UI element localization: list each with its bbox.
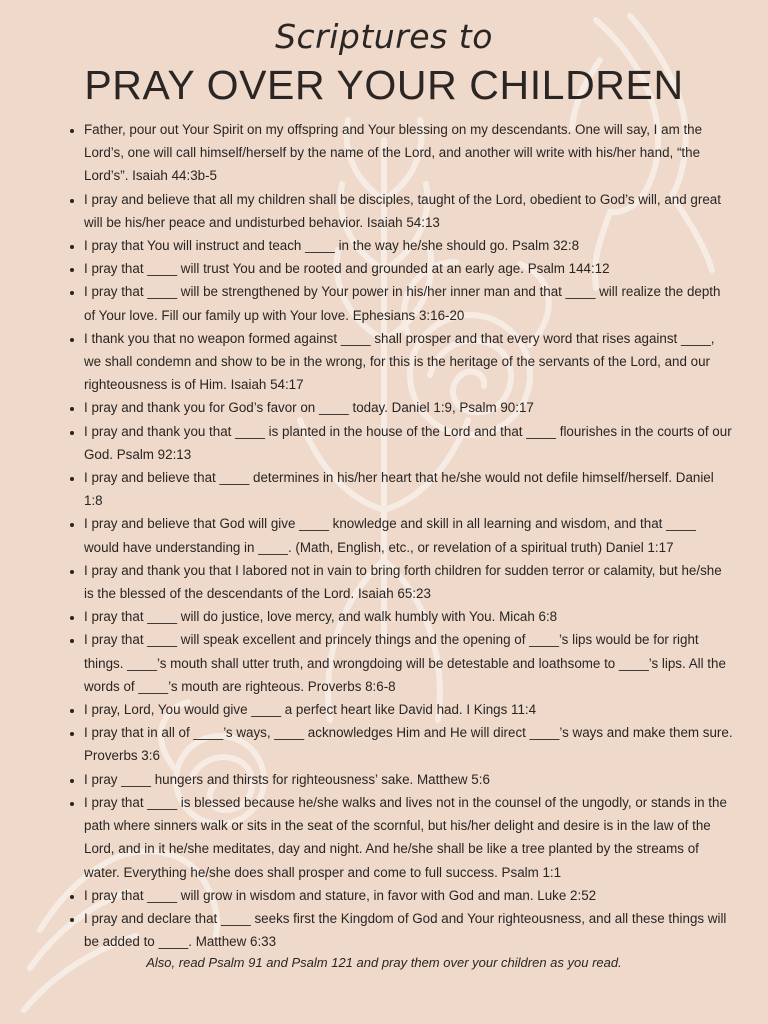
- list-item: • I pray and believe that God will give ____ knowledge and skill in all learning and wisdom, and that ____ would have understanding in ____. (Math, English, etc., or revelation of a spiritual truth) Daniel 1:17: [84, 512, 734, 558]
- list-item: • I pray and thank you that I labored not in vain to bring forth children for sudden terror or calamity, but he/she is the blessed of the descendants of the Lord. Isaiah 65:23: [84, 559, 734, 605]
- list-item: • I pray and declare that ____ seeks first the Kingdom of God and Your righteousness, and all these things will be added to ____. Matthew 6:33: [84, 907, 734, 953]
- page-title: PRAY OVER YOUR CHILDREN: [84, 62, 684, 108]
- list-item: • I pray and believe that all my children shall be disciples, taught of the Lord, obedient to God’s will, and great will be his/her peace and undisturbed behavior. Isaiah 54:13: [84, 188, 734, 234]
- list-item: • I pray and thank you for God’s favor on ____ today. Daniel 1:9, Psalm 90:17: [84, 396, 734, 419]
- page-header: [0, 14, 768, 108]
- list-item: • I pray that ____ is blessed because he/she walks and lives not in the counsel of the ungodly, or stands in the path where sinners walk or sits in the seat of the scornful, but his/her delight and desire is in the law of the Lord, and in it he/she meditates, day and night. And he/she shall be like a tree planted by the streams of water. Everything he/she does shall prosper and come to full success. Psalm 1:1: [84, 791, 734, 884]
- list-item: • I pray that ____ will speak excellent and princely things and the opening of ____’s lips would be for right things. ____’s mouth shall utter truth, and wrongdoing will be detestable and loathsome to ____’s lips. All the words of ____’s mouth are righteous. Proverbs 8:6-8: [84, 628, 734, 698]
- list-item: • I pray and believe that ____ determines in his/her heart that he/she would not defile himself/herself. Daniel 1:8: [84, 466, 734, 512]
- list-item: • I pray and thank you that ____ is planted in the house of the Lord and that ____ flourishes in the courts of our God. Psalm 92:13: [84, 420, 734, 466]
- footer-note: Also, read Psalm 91 and Psalm 121 and pray them over your children as you read.: [146, 955, 622, 970]
- list-item: • I pray that in all of ____’s ways, ____ acknowledges Him and He will direct ____’s ways and make them sure. Proverbs 3:6: [84, 721, 734, 767]
- list-item: • I pray that ____ will be strengthened by Your power in his/her inner man and that ____ will realize the depth of Your love. Fill our family up with Your love. Ephesians 3:16-20: [84, 280, 734, 326]
- list-item: • Father, pour out Your Spirit on my offspring and Your blessing on my descendants. One will say, I am the Lord’s, one will call himself/herself by the name of the Lord, and another will write with his/her hand, “the Lord’s”. Isaiah 44:3b-5: [84, 118, 734, 188]
- list-item: • I pray that ____ will trust You and be rooted and grounded at an early age. Psalm 144:12: [84, 257, 734, 280]
- list-item: • I thank you that no weapon formed against ____ shall prosper and that every word that rises against ____, we shall condemn and show to be in the wrong, for this is the heritage of the servants of the Lord, and our righteousness is of Him. Isaiah 54:17: [84, 327, 734, 397]
- list-item: • I pray that ____ will do justice, love mercy, and walk humbly with You. Micah 6:8: [84, 605, 734, 628]
- list-item: • I pray that You will instruct and teach ____ in the way he/she should go. Psalm 32:8: [84, 234, 734, 257]
- list-item: • I pray, Lord, You would give ____ a perfect heart like David had. I Kings 11:4: [84, 698, 734, 721]
- page-subtitle: Scriptures to: [275, 17, 493, 56]
- list-item: • I pray ____ hungers and thirsts for righteousness’ sake. Matthew 5:6: [84, 768, 734, 791]
- scripture-list: [64, 118, 734, 953]
- list-item: • I pray that ____ will grow in wisdom and stature, in favor with God and man. Luke 2:52: [84, 884, 734, 907]
